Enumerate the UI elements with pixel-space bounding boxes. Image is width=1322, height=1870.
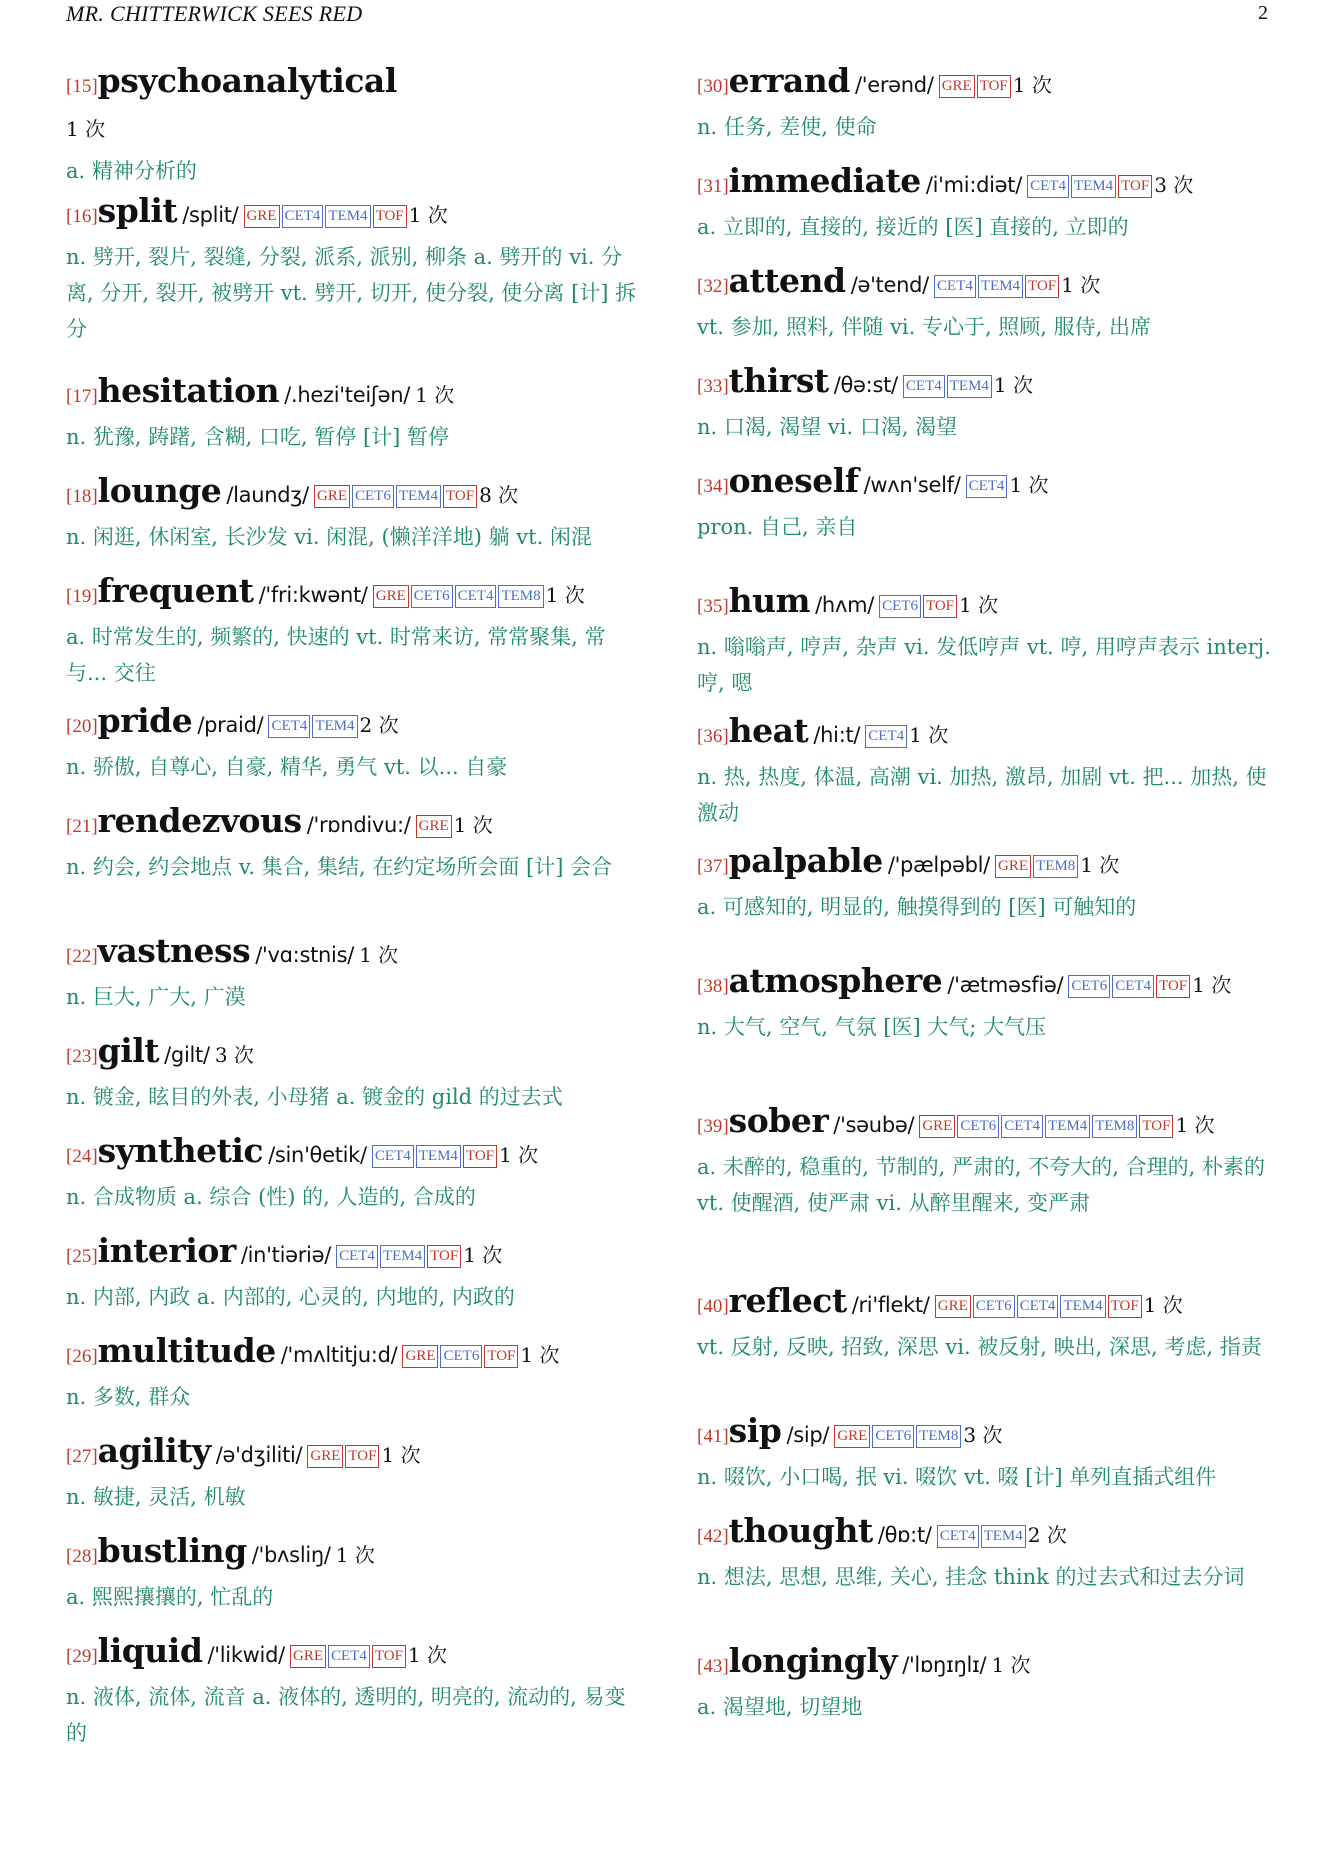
exam-tag-tof: TOF bbox=[1139, 1115, 1173, 1138]
entry-word: palpable bbox=[728, 841, 883, 880]
entry-phonetic: /'səubə/ bbox=[833, 1113, 915, 1137]
exam-tag-tem4: TEM4 bbox=[978, 275, 1023, 298]
entry-definition: n. 想法, 思想, 思维, 关心, 挂念 think 的过去式和过去分词 bbox=[697, 1565, 1245, 1589]
entry-headline bbox=[697, 360, 1275, 408]
page-number: 2 bbox=[1258, 2, 1268, 24]
entry-count: 2 次 bbox=[359, 713, 399, 737]
entry-headline bbox=[66, 1530, 644, 1578]
exam-tag-tof: TOF bbox=[443, 485, 477, 508]
entry-definition: n. 液体, 流体, 流音 a. 液体的, 透明的, 明亮的, 流动的, 易变的 bbox=[66, 1685, 626, 1745]
entry-index: [16] bbox=[66, 206, 98, 227]
entry-index: [43] bbox=[697, 1656, 729, 1677]
entry-word: atmosphere bbox=[728, 961, 943, 1000]
entry-headline bbox=[66, 190, 644, 238]
entry-definition: n. 啜饮, 小口喝, 抿 vi. 啜饮 vt. 啜 [计] 单列直插式组件 bbox=[697, 1465, 1217, 1489]
exam-tag-tem4: TEM4 bbox=[396, 485, 441, 508]
entry-phonetic: /θɒ:t/ bbox=[877, 1523, 932, 1547]
exam-tag-tof: TOF bbox=[463, 1145, 497, 1168]
entry-phonetic: /'erənd/ bbox=[854, 73, 934, 97]
entry-phonetic: /'pælpəbl/ bbox=[887, 853, 990, 877]
entry-headline bbox=[66, 60, 644, 152]
exam-tag-cet4: CET4 bbox=[937, 1525, 979, 1548]
entry-word: immediate bbox=[728, 161, 921, 200]
entry-word: oneself bbox=[728, 461, 859, 500]
exam-tag-cet4: CET4 bbox=[282, 205, 324, 228]
entry-definition: a. 立即的, 直接的, 接近的 [医] 直接的, 立即的 bbox=[697, 215, 1129, 239]
entry-phonetic: /hʌm/ bbox=[815, 593, 875, 617]
entry-definition: n. 合成物质 a. 综合 (性) 的, 人造的, 合成的 bbox=[66, 1185, 476, 1209]
entry-word: bustling bbox=[97, 1531, 247, 1570]
entry-headline bbox=[697, 1100, 1275, 1148]
entry-index: [28] bbox=[66, 1546, 98, 1567]
vocab-entry bbox=[66, 1630, 644, 1751]
exam-tag-gre: GRE bbox=[919, 1115, 955, 1138]
entry-definition: n. 犹豫, 踌躇, 含糊, 口吃, 暂停 [计] 暂停 bbox=[66, 425, 450, 449]
entry-phonetic: /'rɒndivu:/ bbox=[306, 813, 411, 837]
entry-count: 8 次 bbox=[479, 483, 519, 507]
entry-definition: n. 多数, 群众 bbox=[66, 1385, 191, 1409]
vocab-entry bbox=[66, 470, 644, 555]
entry-phonetic: /ə'tend/ bbox=[850, 273, 929, 297]
exam-tag-tof: TOF bbox=[1108, 1295, 1142, 1318]
exam-tag-gre: GRE bbox=[416, 815, 452, 838]
vocab-entry bbox=[697, 710, 1275, 831]
entry-phonetic: /split/ bbox=[182, 203, 239, 227]
entry-index: [42] bbox=[697, 1526, 729, 1547]
entry-headline bbox=[66, 1630, 644, 1678]
entry-index: [41] bbox=[697, 1426, 729, 1447]
entry-word: agility bbox=[97, 1431, 211, 1470]
entry-headline bbox=[697, 960, 1275, 1008]
entry-word: thirst bbox=[728, 361, 829, 400]
exam-tag-tof: TOF bbox=[1156, 975, 1190, 998]
exam-tag-cet4: CET4 bbox=[372, 1145, 414, 1168]
entry-headline bbox=[697, 1280, 1275, 1328]
entry-headline bbox=[697, 60, 1275, 108]
entry-count: 1 次 bbox=[381, 1443, 421, 1467]
entry-phonetic: /in'tiəriə/ bbox=[240, 1243, 331, 1267]
entry-count: 1 次 bbox=[1192, 973, 1232, 997]
vocab-entry bbox=[66, 1030, 644, 1115]
entry-count: 1 次 bbox=[1009, 473, 1049, 497]
exam-tag-cet6: CET6 bbox=[352, 485, 394, 508]
entry-count: 1 次 bbox=[408, 203, 448, 227]
entry-index: [26] bbox=[66, 1346, 98, 1367]
entry-definition: a. 熙熙攘攘的, 忙乱的 bbox=[66, 1585, 274, 1609]
entry-definition: a. 精神分析的 bbox=[66, 159, 197, 183]
exam-tag-tem4: TEM4 bbox=[1060, 1295, 1105, 1318]
entry-count: 1 次 bbox=[520, 1343, 560, 1367]
entry-index: [35] bbox=[697, 596, 729, 617]
entry-index: [37] bbox=[697, 856, 729, 877]
entry-index: [21] bbox=[66, 816, 98, 837]
entry-index: [39] bbox=[697, 1116, 729, 1137]
entry-index: [29] bbox=[66, 1646, 98, 1667]
exam-tag-cet4: CET4 bbox=[1112, 975, 1154, 998]
vocab-entry bbox=[697, 260, 1275, 345]
entry-phonetic: /laundʒ/ bbox=[226, 483, 309, 507]
exam-tag-tem4: TEM4 bbox=[947, 375, 992, 398]
entry-definition: a. 可感知的, 明显的, 触摸得到的 [医] 可触知的 bbox=[697, 895, 1137, 919]
exam-tag-tem4: TEM4 bbox=[325, 205, 370, 228]
entry-definition: pron. 自己, 亲自 bbox=[697, 515, 858, 539]
entry-definition: n. 敏捷, 灵活, 机敏 bbox=[66, 1485, 246, 1509]
entry-headline bbox=[66, 800, 644, 848]
entry-word: hum bbox=[728, 581, 811, 620]
entry-definition: n. 镀金, 眩目的外表, 小母猪 a. 镀金的 gild 的过去式 bbox=[66, 1085, 563, 1109]
entry-word: rendezvous bbox=[97, 801, 302, 840]
entry-phonetic: /hi:t/ bbox=[813, 723, 861, 747]
exam-tag-tof: TOF bbox=[1118, 175, 1152, 198]
exam-tag-cet4: CET4 bbox=[336, 1245, 378, 1268]
vocab-entry bbox=[697, 460, 1275, 545]
entry-headline bbox=[66, 1130, 644, 1178]
entry-headline bbox=[66, 470, 644, 518]
entry-word: sober bbox=[728, 1101, 829, 1140]
exam-tag-cet6: CET6 bbox=[872, 1425, 914, 1448]
exam-tag-tem4: TEM4 bbox=[416, 1145, 461, 1168]
entry-index: [17] bbox=[66, 386, 98, 407]
entry-definition: n. 任务, 差使, 使命 bbox=[697, 115, 877, 139]
exam-tag-cet4: CET4 bbox=[903, 375, 945, 398]
entry-headline bbox=[697, 840, 1275, 888]
exam-tag-gre: GRE bbox=[314, 485, 350, 508]
exam-tag-gre: GRE bbox=[995, 855, 1031, 878]
vocab-entry bbox=[66, 570, 644, 691]
entry-word: vastness bbox=[97, 931, 251, 970]
entry-phonetic: /sin'θetik/ bbox=[268, 1143, 367, 1167]
entry-phonetic: /'bʌsliŋ/ bbox=[251, 1543, 331, 1567]
entry-index: [34] bbox=[697, 476, 729, 497]
entry-index: [23] bbox=[66, 1046, 98, 1067]
exam-tag-tof: TOF bbox=[427, 1245, 461, 1268]
entry-phonetic: /wʌn'self/ bbox=[863, 473, 961, 497]
entry-phonetic: /θə:st/ bbox=[833, 373, 898, 397]
exam-tag-tof: TOF bbox=[345, 1445, 379, 1468]
entry-headline bbox=[697, 160, 1275, 208]
entry-definition: n. 巨大, 广大, 广漠 bbox=[66, 985, 246, 1009]
entry-count: 1 次 bbox=[1012, 73, 1052, 97]
entry-headline bbox=[66, 930, 644, 978]
entry-headline bbox=[66, 1430, 644, 1478]
entry-index: [22] bbox=[66, 946, 98, 967]
entry-word: psychoanalytical bbox=[97, 61, 397, 100]
entry-phonetic: /sip/ bbox=[786, 1423, 830, 1447]
exam-tag-gre: GRE bbox=[290, 1645, 326, 1668]
vocab-entry bbox=[66, 370, 644, 455]
entry-index: [38] bbox=[697, 976, 729, 997]
exam-tag-tof: TOF bbox=[977, 75, 1011, 98]
entry-index: [33] bbox=[697, 376, 729, 397]
vocab-entry bbox=[66, 60, 644, 189]
exam-tag-cet6: CET6 bbox=[879, 595, 921, 618]
entry-word: multitude bbox=[97, 1331, 276, 1370]
entry-definition: a. 未醉的, 稳重的, 节制的, 严肃的, 不夸大的, 合理的, 朴素的 vt. 使醒酒, 使严肃 vi. 从醉里醒来, 变严肃 bbox=[697, 1155, 1265, 1215]
entry-definition: vt. 参加, 照料, 伴随 vi. 专心于, 照顾, 服侍, 出席 bbox=[697, 315, 1152, 339]
vocab-entry bbox=[66, 700, 644, 785]
entry-headline bbox=[66, 570, 644, 618]
exam-tag-cet4: CET4 bbox=[268, 715, 310, 738]
exam-tag-tof: TOF bbox=[373, 205, 407, 228]
entry-phonetic: /'ætməsfiə/ bbox=[947, 973, 1064, 997]
vocab-entry bbox=[697, 160, 1275, 245]
entry-phonetic: /'vɑ:stnis/ bbox=[255, 943, 354, 967]
exam-tag-cet4: CET4 bbox=[1017, 1295, 1059, 1318]
entry-headline bbox=[66, 1030, 644, 1078]
entry-index: [40] bbox=[697, 1296, 729, 1317]
entry-definition: a. 时常发生的, 频繁的, 快速的 vt. 时常来访, 常常聚集, 常与... 交往 bbox=[66, 625, 606, 685]
entry-count: 3 次 bbox=[214, 1043, 254, 1067]
entry-index: [36] bbox=[697, 726, 729, 747]
exam-tag-gre: GRE bbox=[939, 75, 975, 98]
entry-definition: n. 劈开, 裂片, 裂缝, 分裂, 派系, 派别, 柳条 a. 劈开的 vi. 分离, 分开, 裂开, 被劈开 vt. 劈开, 切开, 使分裂, 使分离 [计] 拆分 bbox=[66, 245, 637, 341]
entry-phonetic: /ə'dʒiliti/ bbox=[215, 1443, 303, 1467]
entry-count: 1 次 bbox=[453, 813, 493, 837]
entry-index: [25] bbox=[66, 1246, 98, 1267]
entry-word: longingly bbox=[728, 1641, 898, 1680]
entry-word: sip bbox=[728, 1411, 782, 1450]
vocab-entry bbox=[66, 800, 644, 885]
vocab-entry bbox=[697, 60, 1275, 145]
entry-definition: n. 大气, 空气, 气氛 [医] 大气; 大气压 bbox=[697, 1015, 1047, 1039]
exam-tag-tof: TOF bbox=[372, 1645, 406, 1668]
entry-headline bbox=[697, 710, 1275, 758]
entry-word: hesitation bbox=[97, 371, 280, 410]
exam-tag-cet4: CET4 bbox=[455, 585, 497, 608]
vocab-entry bbox=[66, 190, 644, 347]
entry-word: interior bbox=[97, 1231, 236, 1270]
entry-index: [18] bbox=[66, 486, 98, 507]
entry-word: reflect bbox=[728, 1281, 847, 1320]
book-title: MR. CHITTERWICK SEES RED bbox=[66, 1, 363, 26]
entry-count: 1 次 bbox=[499, 1143, 539, 1167]
entry-phonetic: /'fri:kwənt/ bbox=[258, 583, 368, 607]
entry-word: liquid bbox=[97, 1631, 203, 1670]
entry-count: 1 次 bbox=[1061, 273, 1101, 297]
exam-tag-tem8: TEM8 bbox=[1092, 1115, 1137, 1138]
vocab-entry bbox=[66, 1430, 644, 1515]
entry-headline bbox=[66, 1230, 644, 1278]
exam-tag-gre: GRE bbox=[307, 1445, 343, 1468]
entry-count: 1 次 bbox=[1080, 853, 1120, 877]
entry-index: [30] bbox=[697, 76, 729, 97]
entry-definition: n. 口渴, 渴望 vi. 口渴, 渴望 bbox=[697, 415, 958, 439]
left-column bbox=[66, 0, 644, 1870]
exam-tag-tem4: TEM4 bbox=[380, 1245, 425, 1268]
entry-word: errand bbox=[728, 61, 850, 100]
entry-headline bbox=[66, 1330, 644, 1378]
vocab-entry bbox=[697, 1280, 1275, 1365]
exam-tag-cet4: CET4 bbox=[966, 475, 1008, 498]
entry-word: thought bbox=[728, 1511, 873, 1550]
entry-count: 1 次 bbox=[463, 1243, 503, 1267]
entry-definition: vt. 反射, 反映, 招致, 深思 vi. 被反射, 映出, 深思, 考虑, 指责 bbox=[697, 1335, 1262, 1359]
exam-tag-cet6: CET6 bbox=[973, 1295, 1015, 1318]
entry-phonetic: /.hezi'teiʃən/ bbox=[284, 383, 411, 407]
entry-headline bbox=[697, 260, 1275, 308]
entry-headline bbox=[697, 580, 1275, 628]
entry-index: [32] bbox=[697, 276, 729, 297]
exam-tag-tem4: TEM4 bbox=[1045, 1115, 1090, 1138]
exam-tag-tof: TOF bbox=[1025, 275, 1059, 298]
entry-count: 1 次 bbox=[909, 723, 949, 747]
exam-tag-cet4: CET4 bbox=[1027, 175, 1069, 198]
exam-tag-tem8: TEM8 bbox=[916, 1425, 961, 1448]
vocab-entry bbox=[66, 1330, 644, 1415]
exam-tag-cet6: CET6 bbox=[411, 585, 453, 608]
vocab-entry bbox=[697, 580, 1275, 701]
entry-word: gilt bbox=[97, 1031, 160, 1070]
entry-count: 1 次 bbox=[993, 373, 1034, 397]
entry-count: 2 次 bbox=[1027, 1523, 1067, 1547]
vocab-entry bbox=[66, 1530, 644, 1615]
exam-tag-cet4: CET4 bbox=[1001, 1115, 1043, 1138]
exam-tag-gre: GRE bbox=[402, 1345, 438, 1368]
exam-tag-gre: GRE bbox=[834, 1425, 870, 1448]
entry-definition: n. 约会, 约会地点 v. 集合, 集结, 在约定场所会面 [计] 会合 bbox=[66, 855, 613, 879]
entry-word: frequent bbox=[97, 571, 254, 610]
entry-word: synthetic bbox=[97, 1131, 264, 1170]
entry-count: 1 次 bbox=[1175, 1113, 1215, 1137]
entry-phonetic: /ri'flekt/ bbox=[851, 1293, 930, 1317]
exam-tag-cet4: CET4 bbox=[934, 275, 976, 298]
entry-headline bbox=[697, 460, 1275, 508]
entry-index: [15] bbox=[66, 76, 98, 97]
entry-headline bbox=[66, 700, 644, 748]
entry-index: [24] bbox=[66, 1146, 98, 1167]
entry-count: 1 次 bbox=[415, 383, 455, 407]
entry-word: pride bbox=[97, 701, 193, 740]
entry-count: 1 次 bbox=[335, 1543, 375, 1567]
entry-word: lounge bbox=[97, 471, 222, 510]
entry-phonetic: /'lɒŋɪŋlɪ/ bbox=[902, 1653, 987, 1677]
entry-headline bbox=[697, 1510, 1275, 1558]
right-column bbox=[697, 0, 1275, 1870]
vocab-entry bbox=[697, 1510, 1275, 1595]
exam-tag-cet4: CET4 bbox=[328, 1645, 370, 1668]
entry-count: 1 次 bbox=[1143, 1293, 1183, 1317]
entry-index: [31] bbox=[697, 176, 729, 197]
entry-count: 1 次 bbox=[959, 593, 999, 617]
entry-count: 1 次 bbox=[359, 943, 399, 967]
vocab-entry bbox=[697, 840, 1275, 925]
exam-tag-tem4: TEM4 bbox=[312, 715, 357, 738]
exam-tag-tem8: TEM8 bbox=[1033, 855, 1078, 878]
entry-definition: n. 闲逛, 休闲室, 长沙发 vi. 闲混, (懒洋洋地) 躺 vt. 闲混 bbox=[66, 525, 592, 549]
entry-index: [20] bbox=[66, 716, 98, 737]
entry-phonetic: /'mʌltitju:d/ bbox=[280, 1343, 398, 1367]
entry-phonetic: /praid/ bbox=[197, 713, 264, 737]
entry-count: 1 次 bbox=[66, 117, 106, 141]
entry-definition: n. 内部, 内政 a. 内部的, 心灵的, 内地的, 内政的 bbox=[66, 1285, 515, 1309]
entry-word: heat bbox=[728, 711, 809, 750]
entry-definition: a. 渴望地, 切望地 bbox=[697, 1695, 863, 1719]
vocab-entry bbox=[66, 1130, 644, 1215]
exam-tag-cet4: CET4 bbox=[865, 725, 907, 748]
entry-headline bbox=[697, 1410, 1275, 1458]
exam-tag-tem4: TEM4 bbox=[981, 1525, 1026, 1548]
entry-count: 3 次 bbox=[963, 1423, 1003, 1447]
vocab-entry bbox=[697, 1410, 1275, 1495]
exam-tag-gre: GRE bbox=[373, 585, 409, 608]
vocab-entry bbox=[697, 1640, 1275, 1725]
entry-headline bbox=[66, 370, 644, 418]
entry-word: split bbox=[97, 191, 178, 230]
entry-headline bbox=[697, 1640, 1275, 1688]
exam-tag-cet6: CET6 bbox=[1068, 975, 1110, 998]
entry-count: 1 次 bbox=[991, 1653, 1031, 1677]
vocab-entry bbox=[66, 930, 644, 1015]
exam-tag-tem4: TEM4 bbox=[1071, 175, 1116, 198]
entry-phonetic: /i'mi:diət/ bbox=[925, 173, 1023, 197]
exam-tag-cet6: CET6 bbox=[440, 1345, 482, 1368]
entry-definition: n. 嗡嗡声, 哼声, 杂声 vi. 发低哼声 vt. 哼, 用哼声表示 interj. 哼, 嗯 bbox=[697, 635, 1271, 695]
entry-phonetic: /gilt/ bbox=[164, 1043, 210, 1067]
entry-index: [27] bbox=[66, 1446, 98, 1467]
vocab-entry bbox=[697, 960, 1275, 1045]
exam-tag-tem8: TEM8 bbox=[498, 585, 543, 608]
vocab-entry bbox=[697, 360, 1275, 445]
entry-phonetic: /'likwid/ bbox=[207, 1643, 285, 1667]
exam-tag-tof: TOF bbox=[484, 1345, 518, 1368]
entry-word: attend bbox=[728, 261, 846, 300]
exam-tag-gre: GRE bbox=[935, 1295, 971, 1318]
entry-definition: n. 热, 热度, 体温, 高潮 vi. 加热, 激昂, 加剧 vt. 把... 加热, 使激动 bbox=[697, 765, 1267, 825]
entry-count: 3 次 bbox=[1154, 173, 1194, 197]
vocab-entry bbox=[66, 1230, 644, 1315]
exam-tag-cet6: CET6 bbox=[957, 1115, 999, 1138]
exam-tag-gre: GRE bbox=[244, 205, 280, 228]
entry-definition: n. 骄傲, 自尊心, 自豪, 精华, 勇气 vt. 以... 自豪 bbox=[66, 755, 508, 779]
entry-count: 1 次 bbox=[545, 583, 585, 607]
exam-tag-tof: TOF bbox=[923, 595, 957, 618]
entry-count: 1 次 bbox=[407, 1643, 448, 1667]
vocab-entry bbox=[697, 1100, 1275, 1221]
entry-index: [19] bbox=[66, 586, 98, 607]
